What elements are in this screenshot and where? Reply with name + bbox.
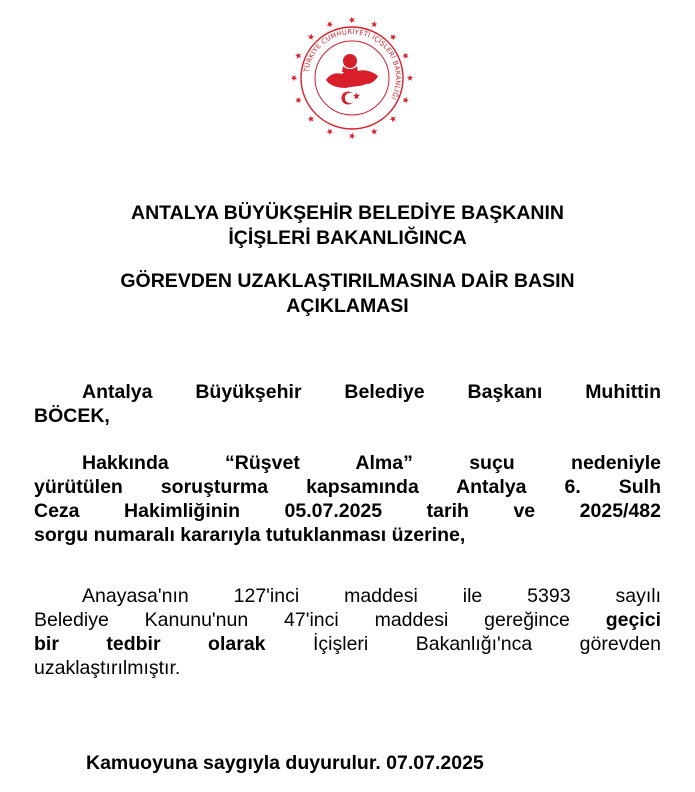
seal-star-icon	[291, 75, 297, 81]
paragraph2-line2: yürütülen soruşturma kapsamında Antalya 6. Sulh	[34, 476, 661, 498]
paragraph-decision	[34, 584, 661, 680]
svg-text:TÜRKİYE CUMHURİYETİ İÇİŞLERİ B: TÜRKİYE CUMHURİYETİ İÇİŞLERİ BAKANLIĞI	[302, 27, 403, 102]
paragraph3-line3-regular: İçişleri Bakanlığı'nca görevden	[265, 633, 661, 655]
seal-star-icon	[403, 97, 409, 103]
paragraph3-line2-regular: Belediye Kanunu'nun 47'inci maddesi gereğince	[34, 609, 606, 631]
seal-star-icon	[327, 129, 333, 135]
paragraph3-line2	[34, 608, 661, 632]
paragraph3-line3	[34, 632, 661, 656]
closing-statement: Kamuoyuna saygıyla duyurulur. 07.07.2025	[86, 752, 484, 774]
paragraph3-line3-bold: bir tedbir olarak	[34, 633, 266, 655]
seal-star-icon	[402, 53, 408, 59]
paragraph-reason	[34, 451, 661, 547]
seal-star-icon	[296, 97, 302, 103]
seal-star-icon	[308, 116, 314, 122]
paragraph1-line2: BÖCEK,	[34, 405, 110, 427]
paragraph2-line1: Hakkında “Rüşvet Alma” suçu nedeniyle	[82, 452, 661, 474]
title1-line2: İÇİŞLERİ BAKANLIĞINCA	[228, 227, 467, 249]
title2-line1: GÖREVDEN UZAKLAŞTIRILMASINA DAİR BASIN	[120, 270, 575, 292]
paragraph2-line4: sorgu numaralı kararıyla tutuklanması üzerine,	[34, 524, 466, 546]
seal-star-icon	[371, 21, 377, 27]
title1-line1: ANTALYA BÜYÜKŞEHİR BELEDİYE BAŞKANIN	[130, 202, 565, 224]
seal-star-icon	[407, 75, 413, 81]
title-heading-1	[30, 201, 665, 251]
seal-star-icon	[349, 133, 355, 139]
seal-star-icon	[371, 128, 377, 134]
seal-star-icon	[295, 53, 301, 59]
seal-star-icon	[390, 34, 396, 40]
seal-star-icon	[327, 22, 333, 28]
seal-star-icon	[349, 17, 355, 23]
title-heading-2	[30, 269, 665, 319]
paragraph2-line3: Ceza Hakimliğinin 05.07.2025 tarih ve 2025/482	[34, 500, 661, 522]
seal-emblem-icon	[288, 14, 416, 142]
ministry-seal	[288, 14, 416, 142]
paragraph3-line4: uzaklaştırılmıştır.	[34, 657, 181, 679]
title2-line2: AÇIKLAMASI	[286, 295, 409, 317]
paragraph3-line2-bold: geçici	[605, 609, 661, 631]
seal-star-icon	[308, 34, 314, 40]
seal-star-icon	[390, 116, 396, 122]
paragraph-subject	[34, 380, 661, 428]
paragraph1-line1: Antalya Büyükşehir Belediye Başkanı Muhittin	[82, 381, 661, 403]
paragraph3-line1: Anayasa'nın 127'inci maddesi ile 5393 sayılı	[82, 585, 661, 607]
